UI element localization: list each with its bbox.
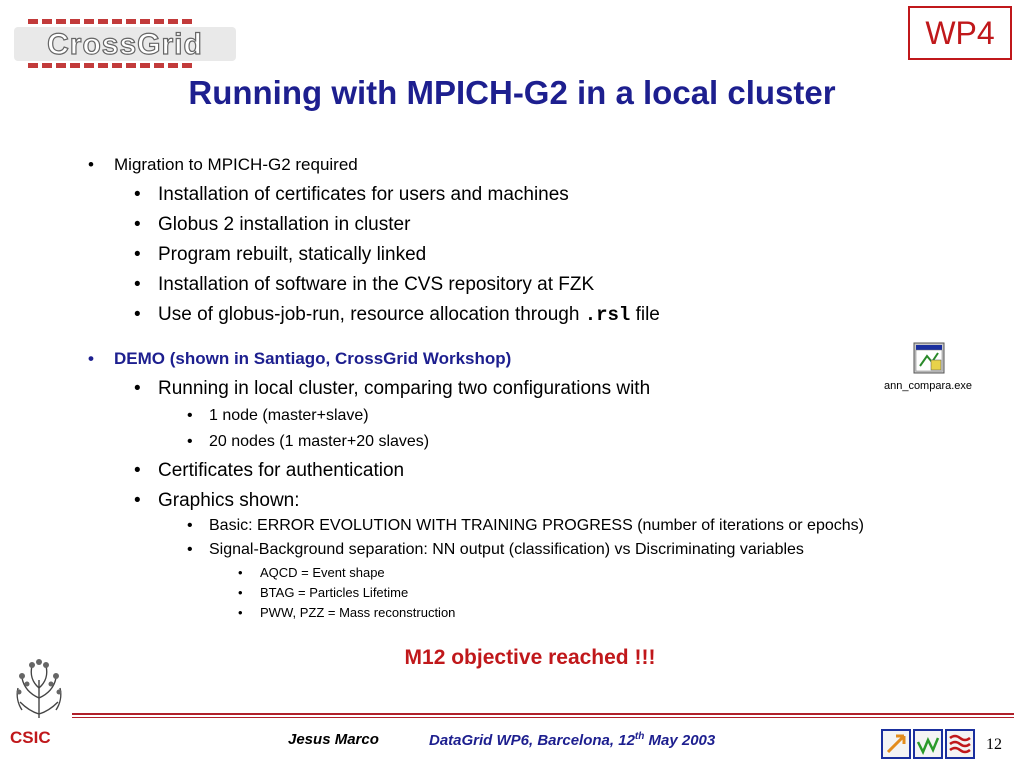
list-item: • Basic: ERROR EVOLUTION WITH TRAINING PROGRESS (number of iterations or epochs) xyxy=(187,517,864,534)
list-item: • Installation of certificates for users and machines xyxy=(134,184,569,205)
bullet-icon: • xyxy=(134,378,141,399)
list-item: • Graphics shown: xyxy=(134,490,300,511)
bullet-icon: • xyxy=(134,214,141,235)
datagrid-logo xyxy=(880,722,976,764)
list-item: • Signal-Background separation: NN output (classification) vs Discriminating variables xyxy=(187,541,804,558)
list-item: • Migration to MPICH-G2 required xyxy=(88,155,358,174)
rsl-code: .rsl xyxy=(584,304,631,326)
svg-text:CrossGrid: CrossGrid xyxy=(47,28,203,61)
list-item: • Globus 2 installation in cluster xyxy=(134,214,411,235)
bullet-icon: • xyxy=(134,184,141,205)
page-number: 12 xyxy=(986,736,1002,753)
list-item: • AQCD = Event shape xyxy=(238,565,385,580)
list-item: • 20 nodes (1 master+20 slaves) xyxy=(187,433,430,450)
bullet-icon: • xyxy=(88,155,94,174)
bullet-icon: • xyxy=(134,460,141,481)
footer-divider xyxy=(72,713,1014,715)
footer-divider xyxy=(72,717,1014,718)
bullet-icon: • xyxy=(187,433,193,450)
slide-title: Running with MPICH-G2 in a local cluster xyxy=(188,74,836,111)
bullet-icon: • xyxy=(238,565,243,580)
bullet-icon: • xyxy=(187,517,193,534)
csic-logo-text: CSIC xyxy=(10,728,51,747)
list-item: • Running in local cluster, comparing two configurations with xyxy=(134,378,651,399)
bullet-icon: • xyxy=(88,349,94,368)
executable-icon[interactable] xyxy=(913,342,945,374)
event-info: DataGrid WP6, Barcelona, 12th May 2003 xyxy=(429,731,716,749)
milestone-text: M12 objective reached !!! xyxy=(404,646,656,669)
crossgrid-logo xyxy=(14,17,236,69)
bullet-icon: • xyxy=(134,244,141,265)
bullet-icon: • xyxy=(134,274,141,295)
author-name: Jesus Marco xyxy=(288,731,379,748)
list-item: • BTAG = Particles Lifetime xyxy=(238,585,409,600)
bullet-icon: • xyxy=(187,407,193,424)
list-item: • Use of globus-job-run, resource allocation through .rsl file xyxy=(134,304,660,326)
csic-crest-icon xyxy=(12,658,66,720)
executable-label[interactable]: ann_compara.exe xyxy=(883,380,973,392)
list-item: • Installation of software in the CVS repository at FZK xyxy=(134,274,595,295)
list-item: • Certificates for authentication xyxy=(134,460,405,481)
bullet-icon: • xyxy=(238,605,243,620)
list-item: • Program rebuilt, statically linked xyxy=(134,244,427,265)
list-item: • 1 node (master+slave) xyxy=(187,407,369,424)
bullet-icon: • xyxy=(187,541,193,558)
list-item-demo: • DEMO (shown in Santiago, CrossGrid Workshop) xyxy=(88,349,512,368)
wp-badge: WP4 xyxy=(908,6,1012,60)
list-item: • PWW, PZZ = Mass reconstruction xyxy=(238,605,456,620)
bullet-icon: • xyxy=(238,585,243,600)
bullet-icon: • xyxy=(134,304,141,325)
bullet-icon: • xyxy=(134,490,141,511)
